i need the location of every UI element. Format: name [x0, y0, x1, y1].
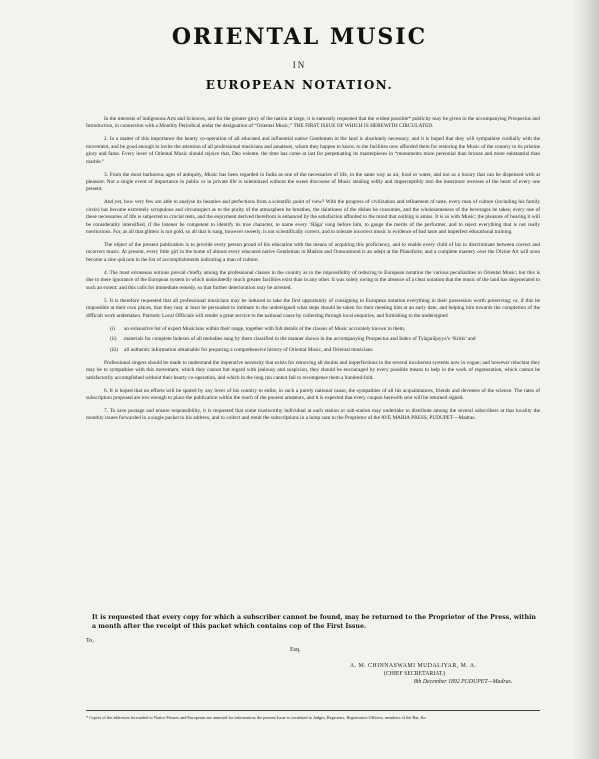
addressee-esq: Esq. — [290, 647, 301, 653]
title-connector: IN — [292, 60, 307, 70]
page-edge-shadow — [573, 0, 599, 759]
paragraph-10: 7. To save postage and ensure responsibility, it is requested that some trustworthy individual at each station or sub-station may undertake to distribute among the several subscribers at that locality the monthly issues forwarded in a single packet to his address, and to collect and remit the subscriptions in a lump sum to the Proprietor of the AVE MARIA PRESS, PUDUPET—Madras. — [86, 407, 540, 422]
signatory-role: (CHIEF SECRETARIAT.) — [384, 671, 446, 677]
paragraph-8: Professional singers should be made to understand the imperative necessity that exists for removing all doubts and imperfections in the several incoherent systems now in vogue; and however reluctant they may be to sympathise with this movement, which they cannot but regard with jealousy and suspicion, they should be encouraged by every possible means to help in the work of regeneration, which cannot be satisfactorily accomplished without their hearty co-operation, and which in the long run cannot fail to recompense them a hundred-fold. — [86, 359, 540, 381]
list-item-number: (i) — [110, 325, 115, 332]
list-item-text: an exhaustive list of expert Musicians within their range, together with full details of the classes of Music accurately known to them, — [124, 325, 406, 332]
list-item — [110, 347, 540, 354]
list-item — [110, 336, 540, 343]
paragraph-6: 4. The most erroneous notions prevail chiefly among the professional classes in the country as to the impossibility of reducing to European notation the various peculiarities in Oriental Music; but this is due to mere ignorance of the European system in which undoubtedly much greater facilities exist than in any other. It was solely owing to the absence of a clear notation that the music of the land has degenerated to such an extent; and this calls for immediate remedy, so that further deterioration may be arrested. — [86, 269, 540, 291]
list-item-text: all authentic information obtainable for preparing a comprehensive history of Oriental Music, and Oriental musicians. — [124, 347, 374, 354]
list-item-number: (ii) — [110, 336, 117, 343]
document-subtitle: EUROPEAN NOTATION. — [205, 78, 394, 92]
paragraph-9: 6. It is hoped that no efforts will be spared by any lover of his country to enlist, in such a purely national cause, the sympathies of all his acquaintances, friends and devotees of the science. The rates of subscription proposed are low enough to place the publication within the reach of the poorest amateurs, and it is expected that every coupon herewith sent will be returned signed. — [86, 387, 540, 401]
request-list — [110, 326, 540, 355]
return-notice: It is requested that every copy for which a subscriber cannot be found, may be returned to the Proprietor of the Press, within a month after the receipt of this packet which contains cop of the First Issue. — [92, 614, 536, 630]
list-item-text: materials for complete Indexes of all melodies sung by them classified in the manner shown in the accompanying Prospectus and Index of Tyāgarājayya’s ‘Kritis’ and — [124, 336, 476, 343]
addressee-to: To, — [86, 638, 94, 644]
document-body — [86, 116, 540, 428]
paragraph-5: The object of the present publication is to provide every person proud of his education with the means of acquiring this proficiency, and to enable every child of his to discriminate between correct and incorrect music. At present, every little girl in the home of almost every educated native Gentleman in Madras and Ootacamund is an adept at the Pianoforte, and a complete mastery over the Divine Art will soon become a sine quâ non in the list of accomplishments indicating a man of culture. — [86, 242, 540, 263]
signature-block — [350, 662, 512, 686]
footnote: * Copies of the addresses forwarded to Native Princes and Europeans are annexed for information; the present Issue is circulated to Judges, Registrars, Registration Officers, members of the Bar, &c. — [86, 715, 428, 720]
signatory-name: A. M. CHINNASWAMI MUDALIYAR, M. A. — [350, 663, 477, 669]
signature-date: 8th December 1892 PUDUPET—Madras. — [414, 679, 513, 685]
document-title: ORIENTAL MUSIC — [171, 24, 428, 50]
paragraph-2: 2. In a matter of this importance the hearty co-operation of all educated and influential native Gentlemen in the land is absolutely necessary, and it is hoped that they will sympathise cordially with the movement, and be good enough to invite the attention of all professional musicians and amateurs, whom they happen to know, to the facilities now afforded them for restoring the Music of the country to its pristine glory and fame. Every lover of Oriental Music should rejoice that, Deo volente, the time has come at last for perpetuating its masterpieces in “monuments more perennial than bronze and more substantial than marble.” — [86, 136, 540, 165]
footnote-divider — [86, 710, 540, 711]
list-item — [110, 326, 540, 333]
list-item-number: (iii) — [110, 347, 118, 354]
paragraph-3: 3. From the most barbarous ages of antiquity, Music has been regarded in India as one of the necessaries of life, in the same way as air, food or water, and not as a luxury that can be dispensed with at pleasure. Not a single event of importance in public or in private life is solemnized without the sweet discourse of Music stealing softly and imperceptibly into the innermost recesses of the heart of every one present. — [86, 171, 540, 193]
paragraph-4: And yet, how very few are able to analyse its beauties and perfections from a scientific point of view? With the progress of civilization and refinement of taste, every man of culture (including his family circle) has become extremely scrupulous and circumspect as to the purity of the atmosphere he breathes, the daintiness of the dishes he consumes, and the wholesomeness of the beverages he takes; every one of these necessaries of life is subjected to crucial tests, and the enjoyment derived therefrom is enhanced by the satisfaction afforded to the mind that nothing is amiss. It is so with Music; the pleasure of hearing it will be considerably intensified, if the listener be competent to identify its true character, to name every ‘Rāga’ sung before him, to gauge the merits of the performer, and to reject everything that is not really meritorious. For, as all that glitters is not gold, so all that is sung, however sweetly, is not scientifically correct, and to tolerate incorrect music is evidence of bad taste and imperfect educational training. — [86, 199, 540, 236]
paragraph-7: 5. It is therefore requested that all professional musicians may be induced to take the first opportunity of consigning to European notation everything in their possession worth preserving; or, if this be impossible at their own places, that they may at least be persuaded to intimate to the undersigned what steps should be taken for their meeting him at an early date, and helping him towards the completion of the difficult work undertaken. Patriotic Local Officials will render a great service to the national cause by collecting through local enquiries, and furnishing to the undersigned — [86, 297, 540, 319]
paragraph-1: In the interests of indigenous Arts and Sciences, and for the greater glory of the nation at large, it is earnestly requested that the widest possible* publicity may be given to the accompanying Prospectus and Introduction, in connection with a Monthly Periodical under the designation of “Oriental Music,” THE FIRST ISSUE OF WHICH IS HEREWITH CIRCULATED. — [86, 116, 540, 130]
